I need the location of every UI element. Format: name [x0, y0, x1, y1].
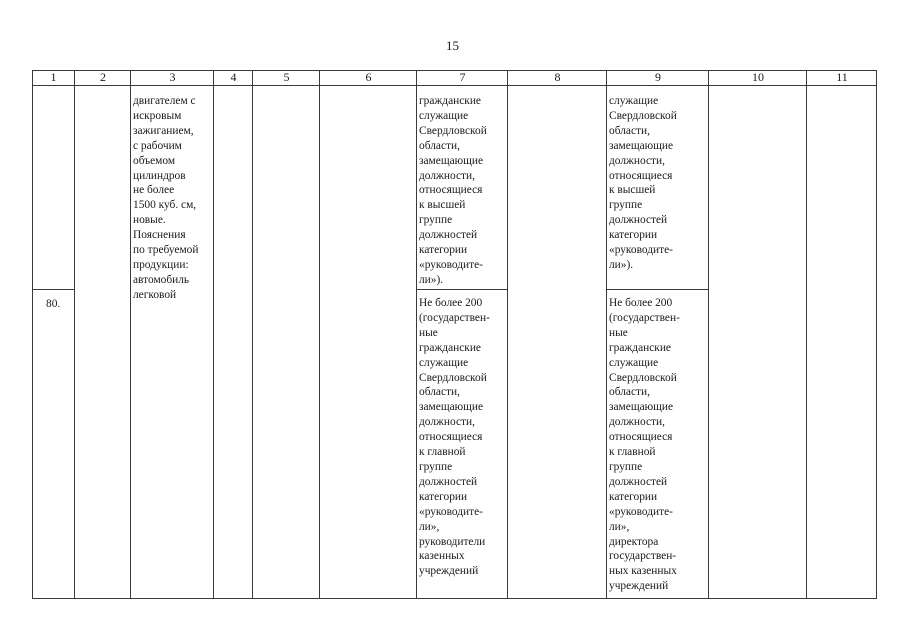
header-cell-3: 3: [169, 70, 176, 84]
table-column-8: [508, 70, 607, 599]
cell-col3-text: двигателем с искровым зажиганием, с рабочим объемом цилиндров не более 1500 куб. см, новые. Пояснения по требуемой продукции: автомобиль легковой: [133, 95, 199, 301]
header-cell-5: 5: [283, 70, 290, 84]
header-cell-6: 6: [365, 70, 372, 84]
row-separator-col7: [417, 289, 508, 290]
header-cell-9: 9: [655, 70, 661, 84]
cell-col7-bottom-text: Не более 200 (государствен- ные гражданские служащие Свердловской области, замещающие должности, относящиеся к главной группе должностей категории «руководите- ли», руководители казенных учреждений: [419, 297, 490, 578]
row-separator-col9: [607, 289, 709, 290]
cell-col7-top-text: гражданские служащие Свердловской области, замещающие должности, относящиеся к высшей группе должностей категории «руководите- ли»).: [419, 95, 487, 286]
header-cell-11: 11: [836, 70, 848, 84]
header-cell-4: 4: [230, 70, 237, 84]
header-cell-8: 8: [554, 70, 561, 84]
table-column-11: [807, 70, 877, 599]
cell-col9-top-text: служащие Свердловской области, замещающие должности, относящиеся к высшей группе должностей категории «руководите- ли»).: [609, 95, 677, 271]
table-bottom-border: [32, 598, 877, 599]
table-column-10: [709, 70, 807, 599]
table-column-4: [214, 70, 253, 599]
page-number: 15: [446, 38, 459, 53]
header-cell-2: 2: [100, 70, 106, 84]
table-column-6: [320, 70, 417, 599]
header-cell-1: 1: [50, 70, 57, 84]
row-number: 80.: [46, 298, 61, 310]
cell-col9-bottom-text: Не более 200 (государствен- ные гражданские служащие Свердловской области, замещающие должности, относящиеся к главной группе должностей категории «руководите- ли», директора государствен- ных казенных учреждений: [609, 297, 680, 593]
table-column-5: [253, 70, 320, 599]
table-column-2: [75, 70, 131, 599]
table-column-1: [32, 70, 75, 599]
row-separator-col1: [32, 289, 75, 290]
header-cell-10: 10: [752, 70, 764, 84]
header-cell-7: 7: [459, 70, 466, 84]
